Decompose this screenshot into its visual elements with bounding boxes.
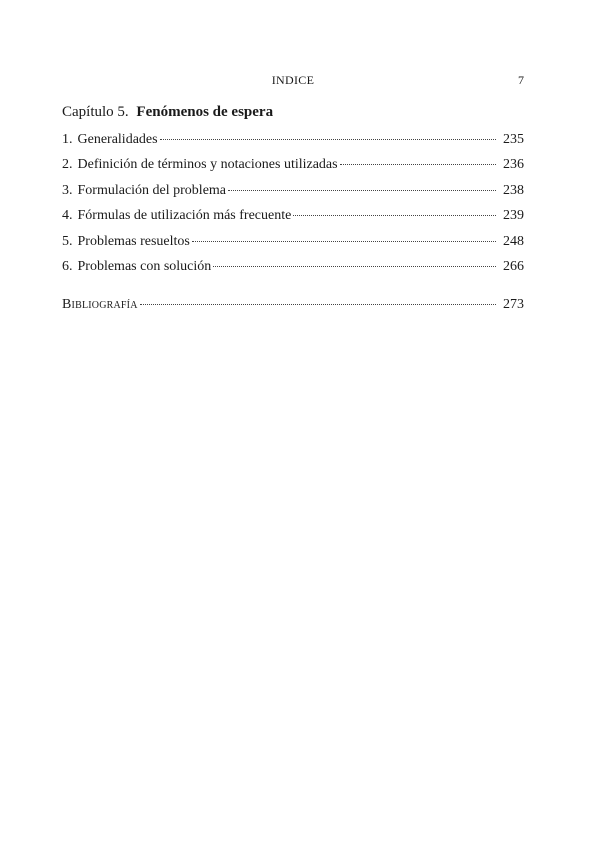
dot-leader	[140, 304, 496, 305]
bibliography-label: Bibliografía	[62, 297, 138, 312]
toc-entry-title: Problemas con solución	[77, 258, 212, 274]
dot-leader	[340, 164, 496, 165]
bibliography-entry	[62, 297, 524, 313]
toc-entry-page: 266	[503, 258, 524, 274]
toc-entry-number: 1.	[62, 132, 73, 147]
toc-entry	[62, 234, 524, 259]
toc-entry-number: 6.	[62, 258, 73, 274]
toc-entry-title: Generalidades	[77, 132, 158, 147]
dot-leader	[192, 241, 496, 242]
toc-entry-number: 2.	[62, 157, 73, 173]
toc-entry-title: Fórmulas de utilización más frecuente	[77, 208, 292, 224]
toc-entry-page: 248	[503, 233, 524, 249]
toc-entry-number: 5.	[62, 233, 73, 249]
toc-entry	[62, 208, 524, 233]
toc-entry-page: 236	[503, 157, 524, 173]
page-number: 7	[518, 73, 524, 87]
dot-leader	[228, 190, 496, 191]
toc-entry-title: Definición de términos y notaciones utilizadas	[77, 157, 338, 173]
dot-leader	[160, 139, 496, 140]
toc-entry-title: Problemas resueltos	[77, 233, 190, 249]
running-title: INDICE	[271, 73, 315, 87]
toc-entry-page: 238	[503, 182, 524, 198]
toc-entry	[62, 132, 524, 157]
toc-entry	[62, 157, 524, 182]
bibliography-page: 273	[503, 297, 524, 312]
toc-entry-page: 235	[503, 132, 524, 147]
toc-entry-page: 239	[503, 208, 524, 224]
table-of-contents	[62, 132, 524, 284]
toc-entry-title: Formulación del problema	[77, 182, 227, 198]
dot-leader	[213, 266, 496, 267]
toc-entry-number: 3.	[62, 182, 73, 198]
chapter-title: Fenómenos de espera	[136, 104, 274, 120]
chapter-label: Capítulo 5.	[62, 104, 129, 120]
toc-entry	[62, 259, 524, 284]
dot-leader	[293, 215, 496, 216]
chapter-heading	[62, 104, 273, 121]
toc-entry	[62, 183, 524, 208]
running-header	[62, 73, 524, 91]
toc-entry-number: 4.	[62, 208, 73, 224]
